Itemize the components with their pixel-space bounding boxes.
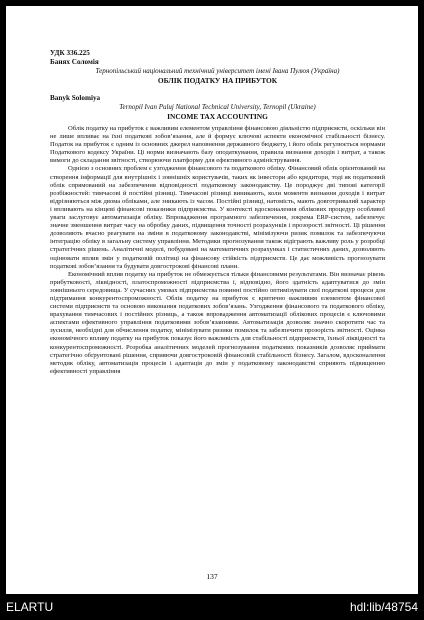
affiliation-en: Ternopil Ivan Puluj National Technical University, Ternopil (Ukraine) [119,103,316,111]
author-en: Banyk Solomiya [50,94,101,102]
paragraph-1: Облік податку на прибуток є важливим елементом управління фінансовою діяльністю підприємств, оскільки він не лише впливає на їхні податкові зобов’язання, але й формує ключові аспекти економічної стабільності бізнесу. Податок на прибуток є одним із основних джерел наповнення державного бюджету, і його облік регулюється нормами Податкового кодексу України. Ці норми визначають базу оподаткування, правила визнання доходів і витрат, а також вимоги до складання звітності, створюючи платформу для ефективного адміністрування. [50,125,385,165]
author-ua: Банях Соломія [50,58,99,66]
repository-label: ELARTU [6,600,54,614]
handle-id: hdl:lib/48754 [349,600,418,614]
article-body [50,125,385,376]
page-number: 137 [206,572,218,581]
affiliation-ua: Тернопільський національний технічний університет імені Івана Пулюя (Україна) [95,67,340,75]
title-en: INCOME TAX ACCOUNTING [167,112,268,121]
paragraph-3: Економічний вплив податку на прибуток не обмежується тільки фінансовими результатами. Він визначає рівень прибутковості, ліквідності, платоспроможності підприємства і, відповідно, його здатність адаптуватися до змін зовнішнього середовища. У сучасних умовах підприємства повинні постійно оптимізувати свої податкові процеси для підтримання конкурентоспроможності. Облік податку на прибуток є критично важливим елементом фінансової системи підприємств та основою виконання податкових зобов’язань. Узгодження фінансового та податкового обліку, врахування тимчасових і постійних різниць, а також впровадження автоматизації облікових процесів є ключовими аспектами ефективного управління податковими зобов’язаннями. Автоматизація дозволяє значно скоротити час та зусилля, необхідні для обчислення податку, мінімізувати ризики помилок та забезпечити прозорість звітності. Оцінка економічного впливу податку на прибуток показує його важливість для стабільності підприємств, їхньої ліквідності та конкурентоспроможності. Розробка аналітичних моделей прогнозування податкових показників дозволяє приймати стратегічно обґрунтовані рішення, сприяючи довгостроковій фінансовій стабільності бізнесу. Загалом, вдосконалення методик обліку, автоматизація процесів і адаптація до змін у податковому законодавстві сприяють підвищенню ефективності управління [50,270,385,375]
udk-code: УДК 336.225 [50,49,90,57]
paragraph-2: Однією з основних проблем є узгодження фінансового та податкового обліку. Фінансовий облік орієнтований на створення інформації для внутрішніх і зовнішніх користувачів, таких як інвестори або кредитори, тоді як податковий облік спрямований на забезпечення відповідності податковому законодавству. Це породжує дві типові категорії розбіжностей: тимчасові й постійні різниці. Тимчасові різниці виникають, коли моменти визнання доходів і витрат відрізняються між двома обліками, але зникають із часом. Постійні різниці, натомість, мають довготривалий характер і впливають на кінцеві фінансові показники підприємства. У контексті вдосконалення облікових процедур особливої уваги заслуговує автоматизація обліку. Впровадження програмного забезпечення, зокрема ERP-систем, забезпечує значне зменшення витрат часу на обробку даних, підвищення точності розрахунків і прозорості звітності. Ці рішення дозволяють вчасно реагувати на зміни в податковому законодавстві, мінімізуючи ризик помилок та забезпечуючи інтеграцію обліку в загальну систему управління. Методики прогнозування також відіграють важливу роль у розробці стратегічних рішень. Аналітичні моделі, побудовані на математичних розрахунках і статистичних даних, дозволяють оцінювати вплив змін у податковій політиці на фінансову стійкість підприємств. Це дає можливість прогнозувати податкові зобов’язання та будувати довгострокові фінансові плани. [50,165,385,270]
article-content [50,49,385,376]
footer-bar [0,597,424,620]
document-page [6,6,418,594]
title-ua: ОБЛІК ПОДАТКУ НА ПРИБУТОК [157,76,278,85]
